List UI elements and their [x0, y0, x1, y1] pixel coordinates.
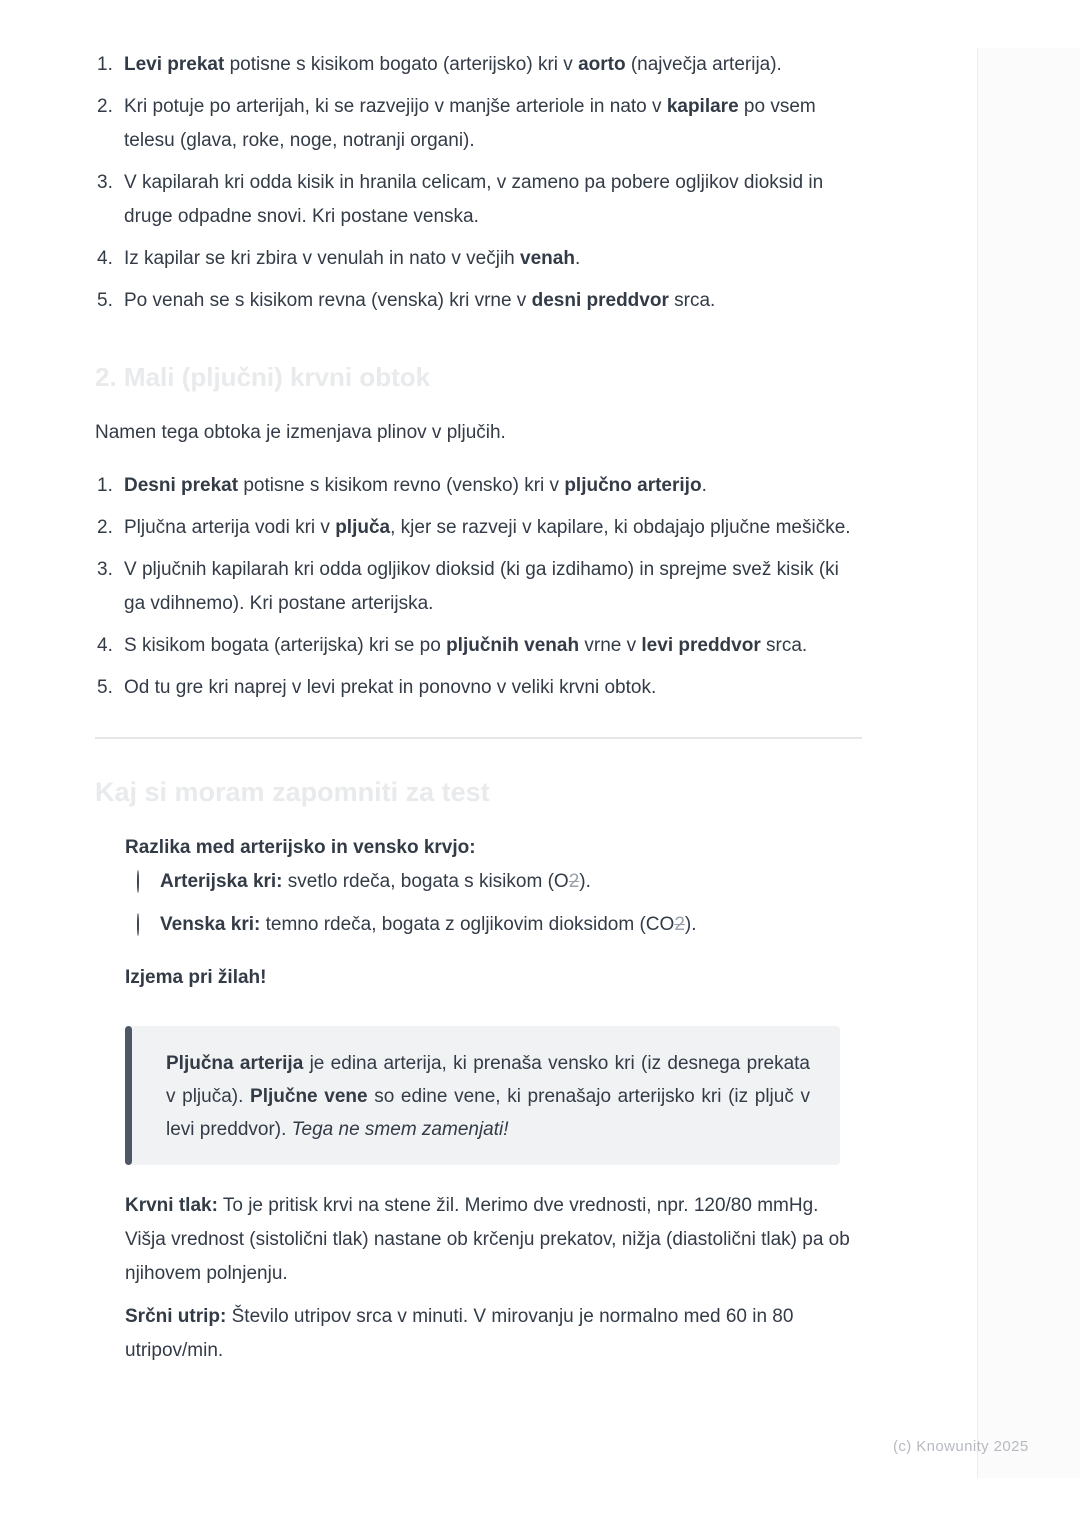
callout-accent-bar — [125, 1026, 132, 1165]
difference-sublist — [137, 865, 862, 942]
knowunity-watermark: (c) Knowunity 2025 — [893, 1438, 1029, 1455]
sub-bullet-icon — [137, 908, 160, 942]
list-item-text: Iz kapilar se kri zbira v venulah in nato v večjih venah. — [124, 248, 581, 269]
list-item-text: Pljučna arterija vodi kri v pljuča, kjer se razveji v kapilare, ki obdajajo pljučne mešičke. — [124, 517, 851, 538]
bullet-text: Izjema pri žilah! — [125, 967, 267, 988]
ordered-list-item — [95, 629, 862, 663]
list-item-text: Po venah se s kisikom revna (venska) kri vrne v desni preddvor srca. — [124, 290, 716, 311]
sub-bullet-text: Venska kri: temno rdeča, bogata z ogljikovim dioksidom (CO2). — [160, 914, 697, 935]
list-number: 2. — [97, 96, 113, 117]
bullet-icon — [95, 1300, 125, 1368]
ordered-list-item — [95, 284, 862, 318]
list-item-text: Kri potuje po arterijah, ki se razvejijo v manjše arteriole in nato v kapilare po vsem telesu (glava, roke, noge, notranji organi). — [124, 96, 816, 151]
bullet-item-heart-rate — [95, 1300, 862, 1368]
section-heading-test-notes: Kaj si moram zapomniti za test — [95, 777, 490, 807]
list-number: 1. — [97, 54, 113, 75]
small-circulation-list — [95, 469, 862, 705]
section-heading-small-circulation: 2. Mali (pljučni) krvni obtok — [95, 362, 431, 392]
list-item-text: Levi prekat potisne s kisikom bogato (arterijsko) kri v aorto (največja arterija). — [124, 54, 782, 75]
ordered-list-item — [95, 48, 862, 82]
bullet-text: Srčni utrip: Število utripov srca v minuti. V mirovanju je normalno med 60 in 80 utripov/min. — [125, 1306, 794, 1361]
bullet-icon — [95, 1189, 125, 1291]
list-number: 5. — [97, 290, 113, 311]
ordered-list-item — [95, 511, 862, 545]
bullet-text: Razlika med arterijsko in vensko krvjo: — [125, 837, 476, 858]
list-number: 1. — [97, 475, 113, 496]
intro-paragraph: Namen tega obtoka je izmenjava plinov v pljučih. — [95, 422, 506, 443]
list-item-text: Od tu gre kri naprej v levi prekat in ponovno v veliki krvni obtok. — [124, 677, 657, 698]
test-notes-list — [95, 831, 862, 1368]
sub-bullet-text: Arterijska kri: svetlo rdeča, bogata s kisikom (O2). — [160, 871, 591, 892]
great-circulation-list — [95, 48, 862, 318]
bullet-text: Krvni tlak: To je pritisk krvi na stene žil. Merimo dve vrednosti, npr. 120/80 mmHg. Višja vrednost (sistolični tlak) nastane ob krčenju prekatov, nižja (diastolični tlak) pa ob njihovem polnjenju. — [125, 1195, 850, 1284]
list-item-text: V kapilarah kri odda kisik in hranila celicam, v zameno pa pobere ogljikov dioksid in druge odpadne snovi. Kri postane venska. — [124, 172, 824, 227]
sub-bullet-icon — [137, 865, 160, 899]
ordered-list-item — [95, 671, 862, 705]
callout-text: Pljučna arterija je edina arterija, ki prenaša vensko kri (iz desnega prekata v pljuča). Pljučne vene so edine vene, ki prenašajo arterijsko kri (iz pljuč v levi preddvor). Tega ne smem zamenjati! — [166, 1053, 810, 1140]
list-number: 4. — [97, 248, 113, 269]
bullet-icon — [95, 831, 125, 865]
sub-bullet-item-arterial — [137, 865, 862, 899]
list-item-text: V pljučnih kapilarah kri odda ogljikov dioksid (ki ga izdihamo) in sprejme svež kisik (ki ga vdihnemo). Kri postane arterijska. — [124, 559, 839, 614]
list-number: 3. — [97, 559, 113, 580]
right-margin-rail — [977, 48, 1080, 1478]
ordered-list-item — [95, 469, 862, 503]
list-number: 4. — [97, 635, 113, 656]
document-page — [95, 0, 862, 1368]
bullet-item-exception — [95, 961, 862, 995]
bullet-icon — [95, 961, 125, 995]
ordered-list-item — [95, 90, 862, 158]
list-item-text: Desni prekat potisne s kisikom revno (vensko) kri v pljučno arterijo. — [124, 475, 707, 496]
ordered-list-item — [95, 553, 862, 621]
bullet-item-blood-pressure — [95, 1189, 862, 1291]
section-divider — [95, 737, 862, 739]
ordered-list-item — [95, 166, 862, 234]
list-number: 5. — [97, 677, 113, 698]
callout-box — [125, 1026, 840, 1165]
sub-bullet-item-venous — [137, 908, 862, 942]
list-number: 2. — [97, 517, 113, 538]
ordered-list-item — [95, 242, 862, 276]
bullet-item-difference — [95, 831, 862, 865]
list-item-text: S kisikom bogata (arterijska) kri se po pljučnih venah vrne v levi preddvor srca. — [124, 635, 808, 656]
list-number: 3. — [97, 172, 113, 193]
